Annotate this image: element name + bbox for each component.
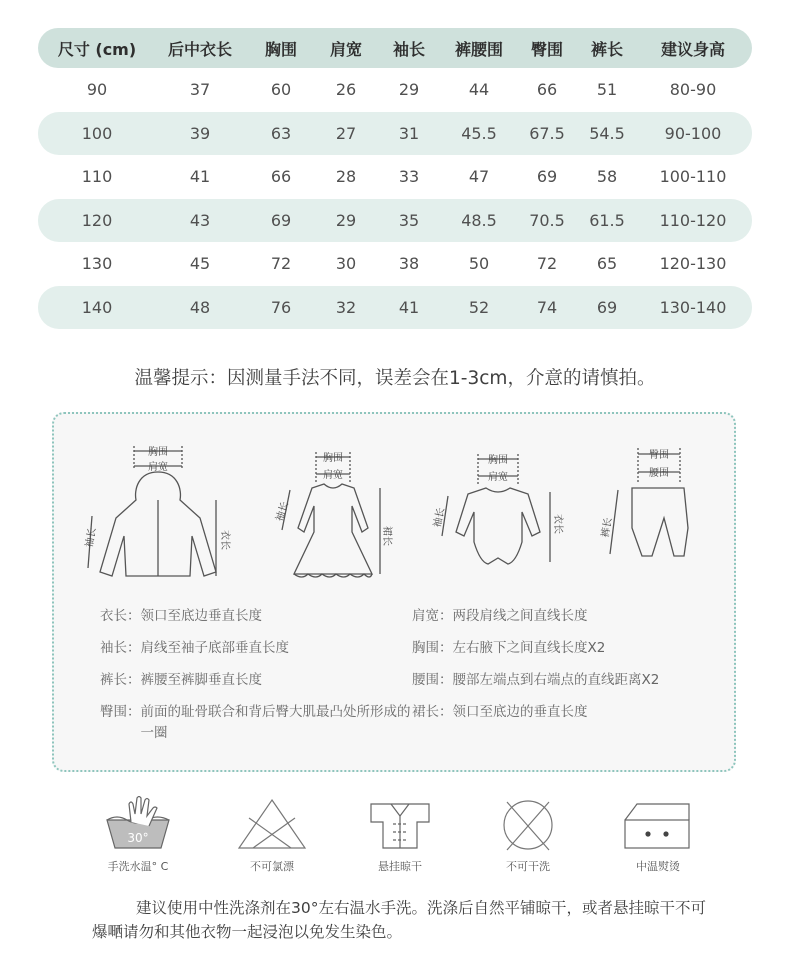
dress-figure xyxy=(276,448,396,588)
figure-label: 臀围 xyxy=(649,450,669,461)
definition-term: 裙长： xyxy=(412,704,453,720)
table-cell: 66 xyxy=(270,167,292,187)
romper-figure xyxy=(428,450,568,580)
figure-label: 裤长 xyxy=(600,516,615,539)
table-cell: 51 xyxy=(596,80,618,100)
table-cell: 69 xyxy=(596,297,618,317)
care-item xyxy=(88,796,188,874)
table-cell: 47 xyxy=(468,167,490,187)
table-cell: 130-140 xyxy=(659,297,727,317)
header-cell: 建议身高 xyxy=(660,39,725,59)
definition-term: 袖长： xyxy=(100,640,141,656)
figure-label: 袖长 xyxy=(274,500,292,523)
figure-label: 肩宽 xyxy=(488,472,508,483)
header-cell: 臀围 xyxy=(530,39,563,59)
table-cell: 37 xyxy=(189,80,211,100)
header-cell: 尺寸 (cm) xyxy=(57,39,137,59)
table-cell: 100 xyxy=(81,123,113,143)
figure-label: 肩宽 xyxy=(323,470,343,481)
definition-item xyxy=(100,670,420,691)
care-label: 不可氯漂 xyxy=(250,860,294,873)
size-table xyxy=(38,28,752,329)
table-cell: 48 xyxy=(189,297,211,317)
table-cell: 66 xyxy=(536,80,558,100)
care-item xyxy=(350,796,450,874)
table-cell: 39 xyxy=(189,123,211,143)
table-cell: 69 xyxy=(270,210,292,230)
care-label: 手洗水温° C xyxy=(107,860,169,873)
definition-desc: 两段肩线之间直线长度 xyxy=(452,608,588,624)
definition-desc: 前面的耻骨联合和背后臀大肌最凸处所形成的一圈 xyxy=(140,704,411,741)
table-cell: 67.5 xyxy=(529,123,565,143)
table-row xyxy=(38,286,752,330)
garment-figures xyxy=(54,414,734,604)
definition-term: 臀围： xyxy=(100,704,141,720)
table-cell: 26 xyxy=(335,80,357,100)
table-row xyxy=(38,68,752,112)
table-cell: 43 xyxy=(189,210,211,230)
measurement-tip: 温馨提示：因测量手法不同，误差会在1-3cm，介意的请慎拍。 xyxy=(134,368,656,389)
table-cell: 41 xyxy=(189,167,211,187)
table-cell: 63 xyxy=(270,123,292,143)
table-cell: 90-100 xyxy=(664,123,722,143)
table-cell: 76 xyxy=(270,297,292,317)
pants-figure xyxy=(598,444,708,574)
table-cell: 110 xyxy=(81,167,113,187)
care-item xyxy=(478,796,578,874)
definition-desc: 领口至底边的垂直长度 xyxy=(452,704,588,720)
table-cell: 28 xyxy=(335,167,357,187)
definition-item xyxy=(412,670,732,691)
table-cell: 110-120 xyxy=(659,210,727,230)
definitions-left xyxy=(100,606,420,755)
table-cell: 58 xyxy=(596,167,618,187)
table-cell: 80-90 xyxy=(669,80,717,100)
definition-term: 衣长： xyxy=(100,608,141,624)
table-cell: 52 xyxy=(468,297,490,317)
table-cell: 70.5 xyxy=(529,210,565,230)
definition-term: 裤长： xyxy=(100,672,141,688)
figure-label: 胸围 xyxy=(148,447,168,458)
figure-label: 腰围 xyxy=(649,468,669,479)
definition-term: 腰围： xyxy=(412,672,453,688)
care-item xyxy=(222,796,322,874)
pants-icon xyxy=(598,444,708,574)
care-label: 中温熨烫 xyxy=(636,860,680,873)
table-cell: 27 xyxy=(335,123,357,143)
table-cell: 72 xyxy=(270,254,292,274)
definitions-right xyxy=(412,606,732,734)
table-cell: 48.5 xyxy=(461,210,497,230)
care-label: 悬挂晾干 xyxy=(378,860,422,873)
table-cell: 30 xyxy=(335,254,357,274)
table-cell: 120-130 xyxy=(659,254,727,274)
table-cell: 41 xyxy=(398,297,420,317)
definition-desc: 腰部左端点到右端点的直线距离X2 xyxy=(452,672,660,688)
care-item xyxy=(608,796,708,874)
figure-label: 裙长 xyxy=(381,526,392,546)
dress-icon xyxy=(276,448,396,588)
washing-note: 建议使用中性洗涤剂在30°左右温水手洗。洗涤后自然平铺晾干，或者悬挂晾干不可爆嗮请勿和其他衣物一起浸泡以免发生染色。 xyxy=(92,899,706,941)
header-cell: 后中衣长 xyxy=(167,39,232,59)
hooded-jacket-icon xyxy=(82,440,232,590)
table-row xyxy=(38,112,752,156)
header-cell: 裤长 xyxy=(590,39,623,59)
table-cell: 74 xyxy=(536,297,558,317)
definition-desc: 左右腋下之间直线长度X2 xyxy=(452,640,606,656)
table-cell: 100-110 xyxy=(659,167,727,187)
definition-item xyxy=(412,638,732,659)
table-cell: 54.5 xyxy=(589,123,625,143)
care-instructions xyxy=(0,796,790,880)
header-cell: 裤腰围 xyxy=(454,39,503,59)
table-cell: 45 xyxy=(189,254,211,274)
measurement-guide-panel xyxy=(52,412,736,772)
definition-term: 肩宽： xyxy=(412,608,453,624)
figure-label: 衣长 xyxy=(552,514,563,534)
figure-label: 胸围 xyxy=(323,453,343,464)
table-row xyxy=(38,242,752,286)
header-cell: 肩宽 xyxy=(329,39,362,59)
temperature-label: 30° xyxy=(127,831,149,845)
figure-label: 肩宽 xyxy=(148,462,168,473)
definition-desc: 领口至底边垂直长度 xyxy=(140,608,262,624)
table-cell: 32 xyxy=(335,297,357,317)
table-cell: 130 xyxy=(81,254,113,274)
figure-label: 袖长 xyxy=(84,526,99,549)
table-cell: 50 xyxy=(468,254,490,274)
figure-label: 衣长 xyxy=(219,530,230,550)
table-cell: 29 xyxy=(335,210,357,230)
table-cell: 60 xyxy=(270,80,292,100)
definition-term: 胸围： xyxy=(412,640,453,656)
table-cell: 33 xyxy=(398,167,420,187)
header-cell: 胸围 xyxy=(264,39,297,59)
table-cell: 29 xyxy=(398,80,420,100)
table-cell: 65 xyxy=(596,254,618,274)
table-cell: 61.5 xyxy=(589,210,625,230)
table-cell: 45.5 xyxy=(461,123,497,143)
definition-desc: 肩线至袖子底部垂直长度 xyxy=(140,640,289,656)
definition-item xyxy=(100,638,420,659)
definition-item xyxy=(412,702,732,723)
table-cell: 31 xyxy=(398,123,420,143)
medium-iron-icon xyxy=(615,796,701,852)
care-label: 不可干洗 xyxy=(506,860,550,873)
table-cell: 44 xyxy=(468,80,490,100)
jacket-figure xyxy=(82,440,232,590)
no-bleach-icon xyxy=(229,796,315,852)
definition-item xyxy=(412,606,732,627)
table-cell: 72 xyxy=(536,254,558,274)
figure-label: 胸围 xyxy=(488,455,508,466)
definition-desc: 裤腰至裤脚垂直长度 xyxy=(140,672,262,688)
table-cell: 69 xyxy=(536,167,558,187)
romper-icon xyxy=(428,450,568,580)
hang-dry-icon xyxy=(357,796,443,852)
table-row xyxy=(38,199,752,243)
table-cell: 120 xyxy=(81,210,113,230)
hand-wash-icon xyxy=(95,796,181,852)
table-cell: 35 xyxy=(398,210,420,230)
table-cell: 140 xyxy=(81,297,113,317)
table-cell: 90 xyxy=(86,80,108,100)
no-dry-clean-icon xyxy=(485,796,571,852)
table-row xyxy=(38,155,752,199)
table-cell: 38 xyxy=(398,254,420,274)
header-cell: 袖长 xyxy=(392,39,425,59)
definition-item xyxy=(100,606,420,627)
figure-label: 袖长 xyxy=(432,506,448,529)
definition-item xyxy=(100,702,420,744)
size-table-header xyxy=(38,28,752,68)
